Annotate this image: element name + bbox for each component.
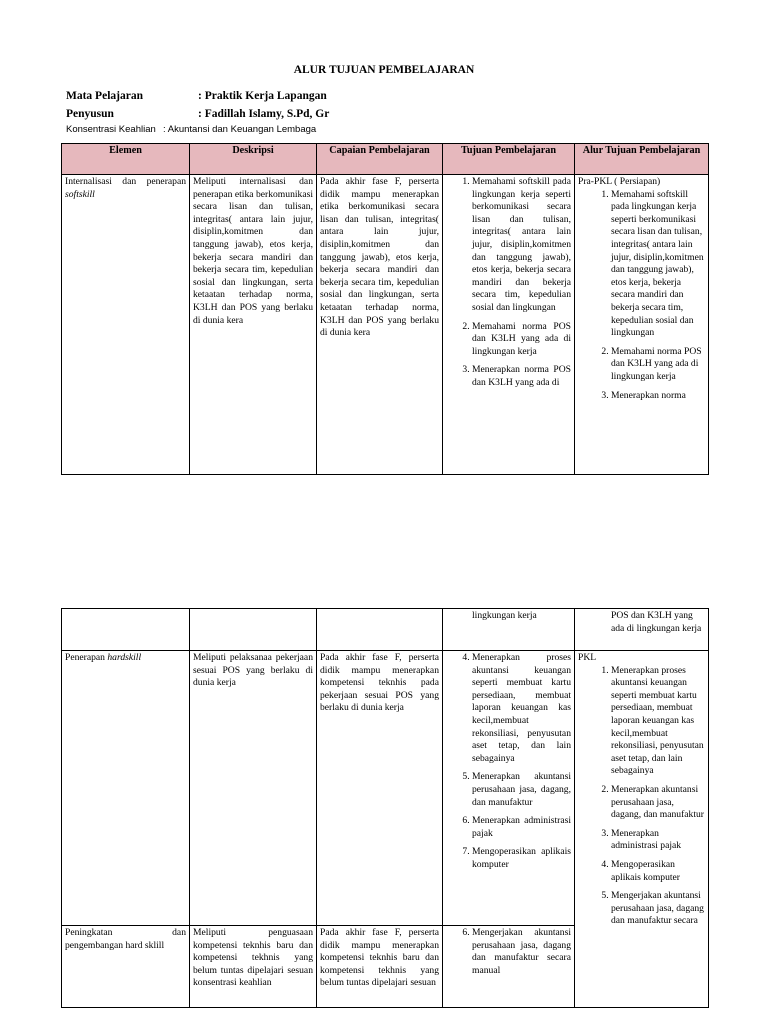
list-item: 3. Menerapkan norma POS dan K3LH yang ada di: [472, 364, 571, 389]
cell-capaian-empty: [317, 609, 443, 651]
alur-list: [578, 189, 705, 403]
cell-tujuan: [443, 926, 575, 1008]
konsentrasi-label: Konsentrasi Keahlian: [66, 124, 156, 135]
elemen-italic-text: softskill: [65, 188, 95, 200]
header-elemen: Elemen: [62, 144, 190, 175]
alur-heading: PKL: [578, 652, 597, 663]
list-item: 4. Menerapkan proses akuntansi keuangan seperti membuat kartu persediaan, membuat laporan keuangan kas kecil,membuat rekonsiliasi, penyusutan aset tetap, dan lain sebagainya: [472, 652, 571, 765]
alur-heading: Pra-PKL ( Persiapan): [578, 176, 661, 187]
cell-tujuan-cont: lingkungan kerja: [443, 609, 575, 651]
atp-table-page-1: [61, 143, 709, 475]
alur-list: [578, 665, 705, 928]
elemen-text: Internalisasi dan penerapan: [65, 176, 186, 187]
cell-elemen: [62, 175, 190, 475]
list-item: 1. Memahami softskill pada lingkungan kerja seperti berkomunikasi secara lisan dan tulisan, integritas( antara lain jujur, disiplin,komitmen dan tanggung jawab), etos kerja, bekerja secara mandiri dan bekerja secara tim, kepedulian sosial dan lingkungan: [472, 176, 571, 315]
tujuan-list: [446, 927, 571, 977]
penyusun-label: Penyusun: [66, 108, 114, 120]
cell-tujuan: [443, 175, 575, 475]
cell-tujuan: [443, 651, 575, 926]
list-item: 6. Mengerjakan akuntansi perusahaan jasa, dagang dan manufaktur secara manual: [472, 927, 571, 977]
cell-elemen-empty: [62, 609, 190, 651]
list-item: 3. Menerapkan norma: [611, 390, 705, 403]
cell-elemen: [62, 651, 190, 926]
list-item: 5. Mengerjakan akuntansi perusahaan jasa, dagang dan manufaktur secara: [611, 890, 705, 928]
cell-capaian: Pada akhir fase F, perserta didik mampu menerapkan kompetensi teknhis baru dan kompetensi tekhnis yang belum tuntas dipelajari sesuan: [317, 926, 443, 1008]
cell-alur-cont: POS dan K3LH yang ada di lingkungan kerja: [575, 609, 709, 651]
list-item: 1. Memahami softskill pada lingkungan kerja seperti berkomunikasi secara lisan dan tulisan, integritas( antara lain jujur, disiplin,komitmen dan tanggung jawab), etos kerja, bekerja secara mandiri dan bekerja secara tim, kepedulian sosial dan lingkungan: [611, 189, 705, 340]
list-item: 3. Menerapkan administrasi pajak: [611, 828, 705, 853]
table-row: [62, 609, 709, 651]
cell-deskripsi: Meliputi penguasaan kompetensi teknhis baru dan kompetensi tekhnis yang belum tuntas dipelajari sesuan konsentrasi keahlian: [190, 926, 317, 1008]
konsentrasi-row: [66, 124, 316, 135]
konsentrasi-value: : Akuntansi dan Keuangan Lembaga: [163, 124, 317, 135]
cell-alur: [575, 175, 709, 475]
cell-elemen: Peningkatan dan pengembangan hard sklill: [62, 926, 190, 1008]
list-item: 6. Menerapkan administrasi pajak: [472, 815, 571, 840]
list-item: 1. Menerapkan proses akuntansi keuangan seperti membuat kartu persediaan, membuat laporan keuangan kas kecil,membuat rekonsiliasi, penyusutan aset tetap, dan lain sebagainya: [611, 665, 705, 778]
header-alur: Alur Tujuan Pembelajaran: [575, 144, 709, 175]
tujuan-list: [446, 176, 571, 390]
list-item: 2. Memahami norma POS dan K3LH yang ada di lingkungan kerja: [611, 346, 705, 384]
document-title: ALUR TUJUAN PEMBELAJARAN: [293, 64, 475, 76]
atp-table-page-2: [61, 608, 709, 1008]
table-header-row: [62, 144, 709, 175]
elemen-italic-text: hardskill: [107, 652, 142, 663]
penyusun-row: [66, 108, 329, 120]
elemen-text: Penerapan: [65, 652, 108, 663]
list-item: 4. Mengoperasikan aplikais komputer: [611, 859, 705, 884]
mata-pelajaran-value: : Praktik Kerja Lapangan: [198, 90, 327, 102]
cell-capaian: Pada akhir fase F, perserta didik mampu menerapkan kompetensi teknhis pada pekerjaan sesuai POS yang berlaku di dunia kerja: [317, 651, 443, 926]
table-row: [62, 651, 709, 926]
header-capaian: Capaian Pembelajaran: [317, 144, 443, 175]
cell-deskripsi-empty: [190, 609, 317, 651]
list-item: 2. Menerapkan akuntansi perusahaan jasa, dagang, dan manufaktur: [611, 784, 705, 822]
cell-deskripsi: Meliputi internalisasi dan penerapan etika berkomunikasi secara lisan dan tulisan, integritas( antara lain jujur, disiplin,komitmen dan tanggung jawab), etos kerja, bekerja secara mandiri dan bekerja secara tim, kepedulian sosial dan lingkungan, serta ketaatan terhadap norma, K3LH dan POS yang berlaku di dunia kera: [190, 175, 317, 475]
list-item: 2. Memahami norma POS dan K3LH yang ada di lingkungan kerja: [472, 321, 571, 359]
header-deskripsi: Deskripsi: [190, 144, 317, 175]
list-item: 7. Mengoperasikan aplikais komputer: [472, 846, 571, 871]
tujuan-list: [446, 652, 571, 872]
mata-pelajaran-label: Mata Pelajaran: [66, 90, 143, 102]
cell-capaian: Pada akhir fase F, perserta didik mampu menerapkan etika berkomunikasi secara lisan dan tulisan, integritas( antara lain jujur, disiplin,komitmen dan tanggung jawab), etos kerja, bekerja secara mandiri dan bekerja secara tim, kepedulian sosial dan lingkungan, serta ketaatan terhadap norma, K3LH dan POS yang berlaku di dunia kera: [317, 175, 443, 475]
table-row: [62, 175, 709, 475]
cell-deskripsi: Meliputi pelaksanaa pekerjaan sesuai POS yang berlaku di dunia kerja: [190, 651, 317, 926]
header-tujuan: Tujuan Pembelajaran: [443, 144, 575, 175]
cell-alur: [575, 651, 709, 1008]
list-item: 5. Menerapkan akuntansi perusahaan jasa, dagang, dan manufaktur: [472, 771, 571, 809]
penyusun-value: : Fadillah Islamy, S.Pd, Gr: [198, 108, 330, 120]
mata-pelajaran-row: [66, 90, 327, 102]
